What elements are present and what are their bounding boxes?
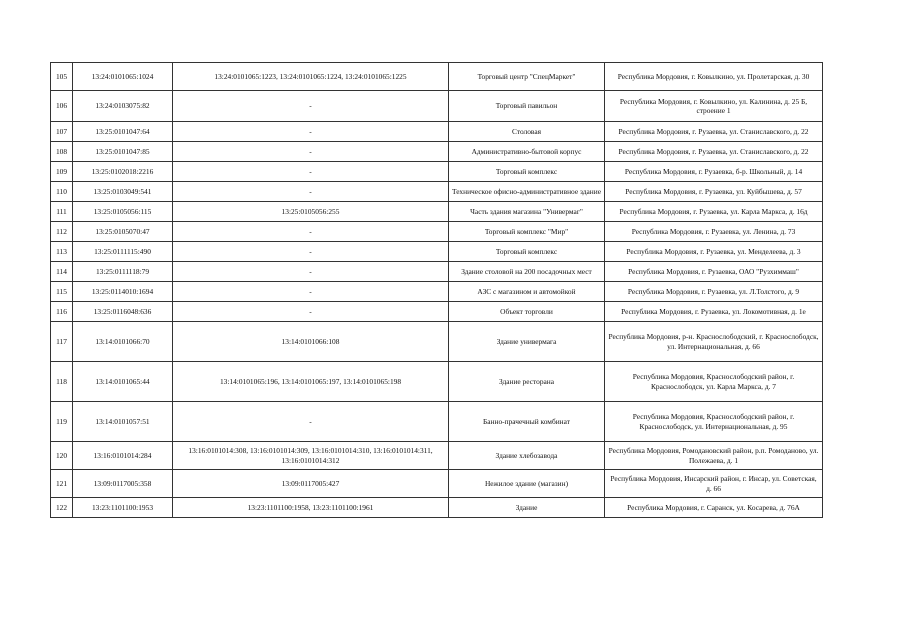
related-cadastral-numbers: - [173, 162, 449, 182]
object-address: Республика Мордовия, Краснослободский район, г. Краснослободск, ул. Карла Маркса, д. 7 [605, 362, 823, 402]
cadastral-number: 13:25:0111118:79 [73, 262, 173, 282]
object-name: Здание хлебозавода [449, 442, 605, 470]
row-number: 118 [51, 362, 73, 402]
related-cadastral-numbers: 13:14:0101066:108 [173, 322, 449, 362]
table-row [51, 402, 823, 442]
cadastral-number: 13:25:0116048:636 [73, 302, 173, 322]
object-name: Часть здания магазина "Универмаг" [449, 202, 605, 222]
table-row [51, 162, 823, 182]
object-address: Республика Мордовия, г. Рузаевка, ул. Станиславского, д. 22 [605, 142, 823, 162]
related-cadastral-numbers: - [173, 302, 449, 322]
cadastral-number: 13:14:0101065:44 [73, 362, 173, 402]
cadastral-number: 13:23:1101100:1953 [73, 498, 173, 518]
object-name: Торговый центр "СпецМаркет" [449, 63, 605, 91]
row-number: 107 [51, 122, 73, 142]
table-row [51, 470, 823, 498]
row-number: 114 [51, 262, 73, 282]
cadastral-number: 13:25:0105056:115 [73, 202, 173, 222]
table-row [51, 91, 823, 122]
object-address: Республика Мордовия, г. Саранск, ул. Косарева, д. 76А [605, 498, 823, 518]
cadastral-number: 13:25:0111115:490 [73, 242, 173, 262]
row-number: 112 [51, 222, 73, 242]
object-address: Республика Мордовия, г. Рузаевка, ул. Куйбышева, д. 57 [605, 182, 823, 202]
related-cadastral-numbers: - [173, 242, 449, 262]
object-name: Здание [449, 498, 605, 518]
row-number: 122 [51, 498, 73, 518]
related-cadastral-numbers: 13:23:1101100:1958, 13:23:1101100:1961 [173, 498, 449, 518]
related-cadastral-numbers: - [173, 402, 449, 442]
cadastral-number: 13:25:0101047:64 [73, 122, 173, 142]
table-row [51, 362, 823, 402]
object-name: Здание универмага [449, 322, 605, 362]
object-address: Республика Мордовия, Ромодановский район, р.п. Ромоданово, ул. Полежаева, д. 1 [605, 442, 823, 470]
table-row [51, 222, 823, 242]
object-name: Техническое офисно-административное здание [449, 182, 605, 202]
row-number: 120 [51, 442, 73, 470]
cadastral-number: 13:09:0117005:358 [73, 470, 173, 498]
table-row [51, 242, 823, 262]
object-name: Столовая [449, 122, 605, 142]
object-address: Республика Мордовия, г. Рузаевка, ул. Л.Толстого, д. 9 [605, 282, 823, 302]
table-row [51, 202, 823, 222]
cadastral-number: 13:25:0114010:1694 [73, 282, 173, 302]
object-address: Республика Мордовия, г. Рузаевка, ул. Карла Маркса, д. 16д [605, 202, 823, 222]
object-address: Республика Мордовия, г. Рузаевка, ул. Менделеева, д. 3 [605, 242, 823, 262]
row-number: 110 [51, 182, 73, 202]
table-row [51, 63, 823, 91]
table-row [51, 282, 823, 302]
object-name: Объект торговли [449, 302, 605, 322]
related-cadastral-numbers: - [173, 91, 449, 122]
row-number: 109 [51, 162, 73, 182]
object-address: Республика Мордовия, г. Рузаевка, ул. Ленина, д. 73 [605, 222, 823, 242]
table-row [51, 262, 823, 282]
object-name: Здание столовой на 200 посадочных мест [449, 262, 605, 282]
row-number: 105 [51, 63, 73, 91]
related-cadastral-numbers: - [173, 182, 449, 202]
table-row [51, 322, 823, 362]
table-row [51, 498, 823, 518]
table-row [51, 142, 823, 162]
related-cadastral-numbers: 13:16:0101014:308, 13:16:0101014:309, 13:16:0101014:310, 13:16:0101014:311, 13:16:0101014:312 [173, 442, 449, 470]
object-name: Торговый комплекс [449, 162, 605, 182]
row-number: 111 [51, 202, 73, 222]
row-number: 106 [51, 91, 73, 122]
row-number: 113 [51, 242, 73, 262]
registry-table-body [51, 63, 823, 518]
row-number: 115 [51, 282, 73, 302]
object-name: Административно-бытовой корпус [449, 142, 605, 162]
object-name: Торговый комплекс "Мир" [449, 222, 605, 242]
object-name: Нежилое здание (магазин) [449, 470, 605, 498]
object-address: Республика Мордовия, г. Рузаевка, ОАО "Рузхиммаш" [605, 262, 823, 282]
object-address: Республика Мордовия, г. Рузаевка, ул. Станиславского, д. 22 [605, 122, 823, 142]
cadastral-number: 13:25:0102018:2216 [73, 162, 173, 182]
registry-table [50, 62, 823, 518]
row-number: 108 [51, 142, 73, 162]
related-cadastral-numbers: 13:09:0117005:427 [173, 470, 449, 498]
cadastral-number: 13:24:0101065:1024 [73, 63, 173, 91]
related-cadastral-numbers: 13:25:0105056:255 [173, 202, 449, 222]
related-cadastral-numbers: - [173, 282, 449, 302]
cadastral-number: 13:25:0103049:541 [73, 182, 173, 202]
table-row [51, 122, 823, 142]
object-address: Республика Мордовия, Краснослободский район, г. Краснослободск, ул. Интернациональная, д. 95 [605, 402, 823, 442]
related-cadastral-numbers: 13:24:0101065:1223, 13:24:0101065:1224, 13:24:0101065:1225 [173, 63, 449, 91]
row-number: 121 [51, 470, 73, 498]
object-name: Торговый комплекс [449, 242, 605, 262]
object-name: Торговый павильон [449, 91, 605, 122]
table-row [51, 182, 823, 202]
cadastral-number: 13:25:0105070:47 [73, 222, 173, 242]
object-address: Республика Мордовия, г. Рузаевка, б-р. Школьный, д. 14 [605, 162, 823, 182]
cadastral-number: 13:16:0101014:284 [73, 442, 173, 470]
object-name: АЗС с магазином и автомойкой [449, 282, 605, 302]
object-address: Республика Мордовия, г. Рузаевка, ул. Локомотивная, д. 1е [605, 302, 823, 322]
related-cadastral-numbers: - [173, 142, 449, 162]
cadastral-number: 13:24:0103075:82 [73, 91, 173, 122]
object-address: Республика Мордовия, р-н. Краснослободский, г. Краснослободск, ул. Интернациональная, д. 66 [605, 322, 823, 362]
object-address: Республика Мордовия, Инсарский район, г. Инсар, ул. Советская, д. 66 [605, 470, 823, 498]
cadastral-number: 13:14:0101066:70 [73, 322, 173, 362]
row-number: 117 [51, 322, 73, 362]
table-row [51, 442, 823, 470]
object-name: Банно-прачечный комбинат [449, 402, 605, 442]
related-cadastral-numbers: 13:14:0101065:196, 13:14:0101065:197, 13:14:0101065:198 [173, 362, 449, 402]
related-cadastral-numbers: - [173, 222, 449, 242]
object-name: Здание ресторана [449, 362, 605, 402]
related-cadastral-numbers: - [173, 262, 449, 282]
cadastral-number: 13:14:0101057:51 [73, 402, 173, 442]
object-address: Республика Мордовия, г. Ковылкино, ул. Пролетарская, д. 30 [605, 63, 823, 91]
cadastral-number: 13:25:0101047:85 [73, 142, 173, 162]
table-row [51, 302, 823, 322]
row-number: 119 [51, 402, 73, 442]
related-cadastral-numbers: - [173, 122, 449, 142]
object-address: Республика Мордовия, г. Ковылкино, ул. Калинина, д. 25 Б, строение 1 [605, 91, 823, 122]
row-number: 116 [51, 302, 73, 322]
